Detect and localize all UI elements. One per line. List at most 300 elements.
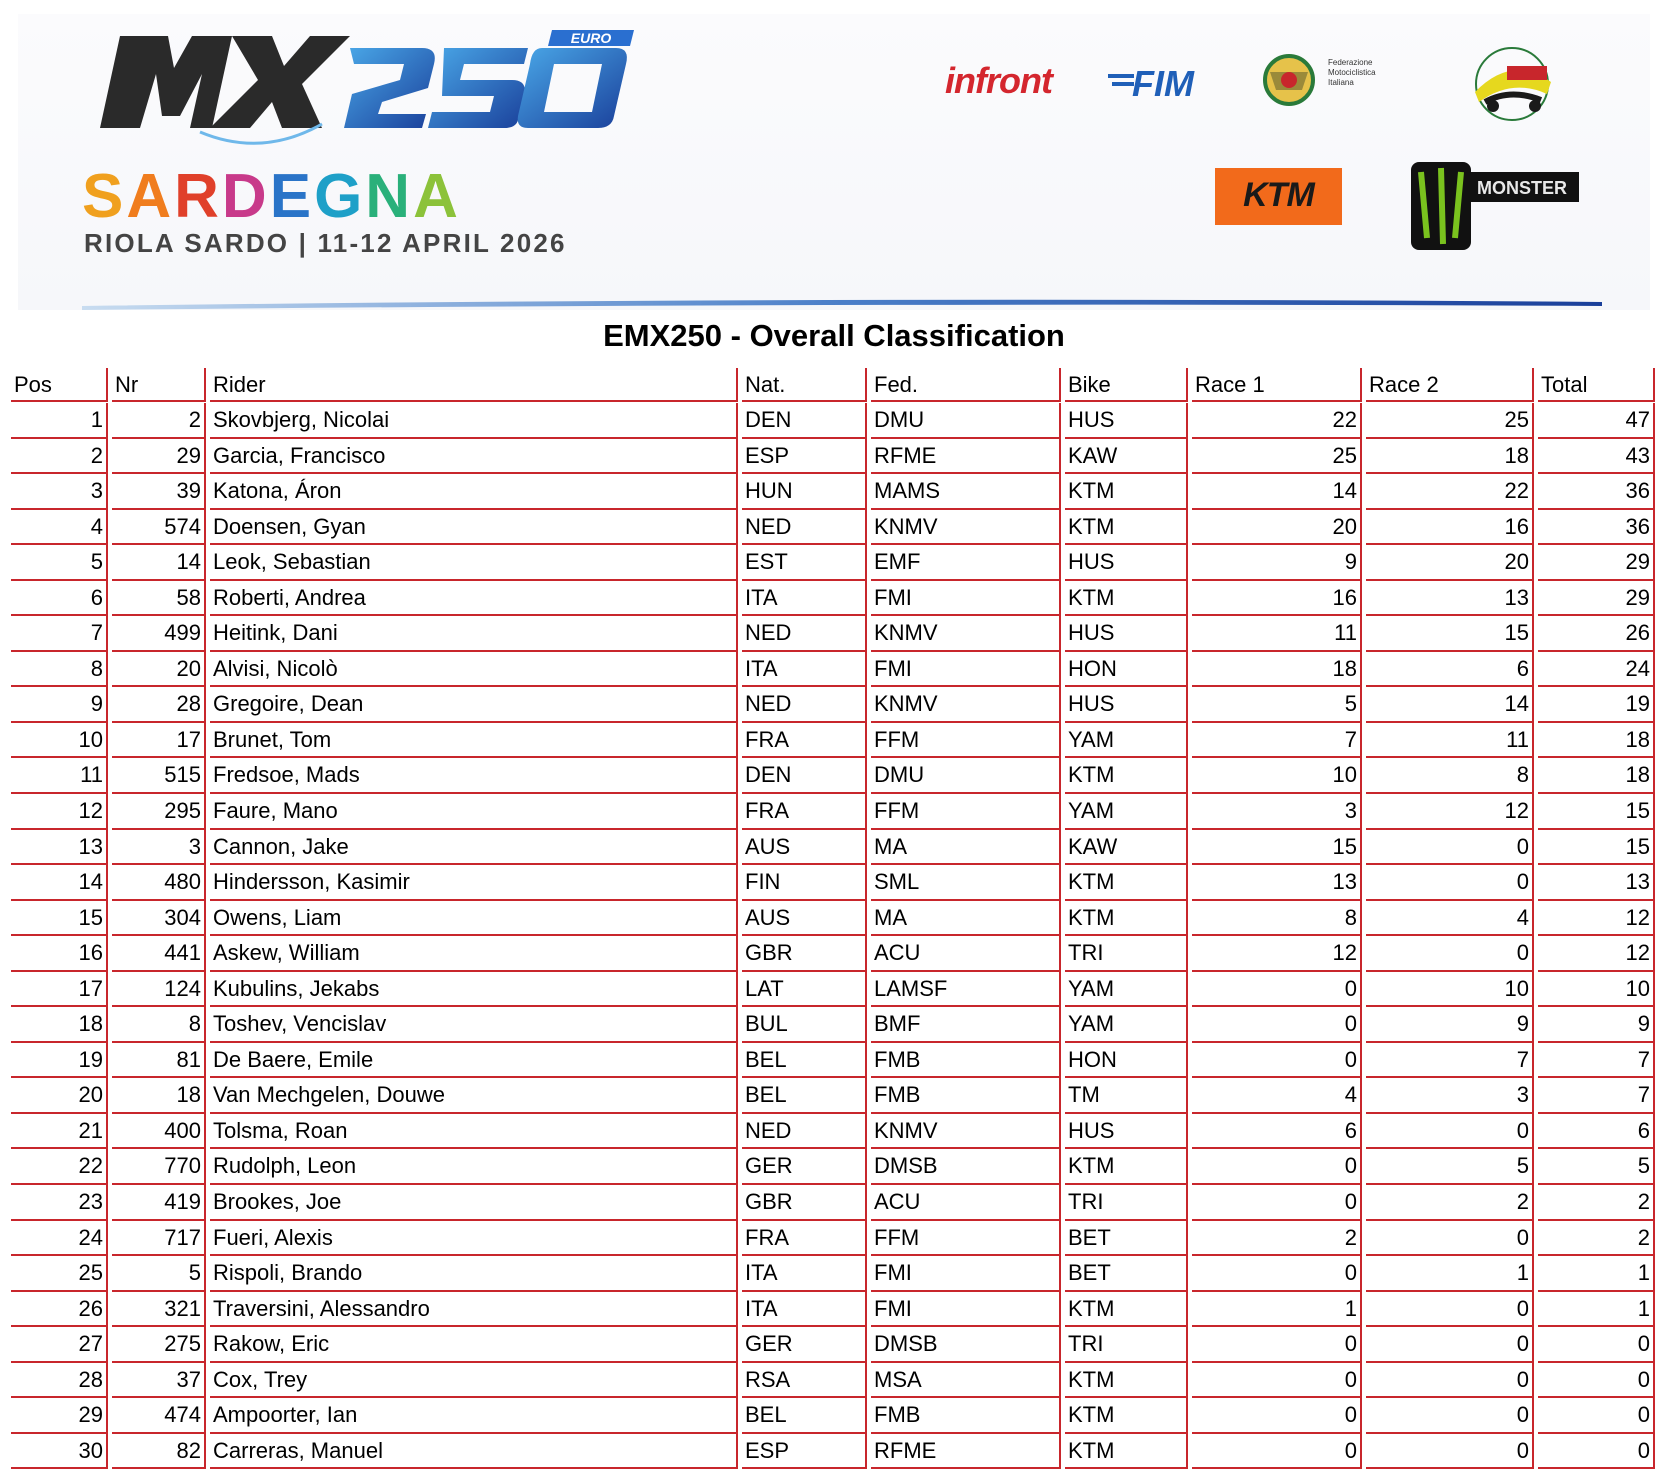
cell-rider: Gregoire, Dean [210,687,738,723]
cell-nr: 717 [112,1221,206,1257]
cell-nat: DEN [742,403,867,439]
cell-race1: 10 [1192,758,1362,794]
cell-race2: 6 [1366,652,1534,688]
cell-nr: 8 [112,1007,206,1043]
cell-rider: Cannon, Jake [210,830,738,866]
cell-nr: 400 [112,1114,206,1150]
table-row [0,1114,1668,1150]
cell-total: 26 [1538,616,1655,652]
cell-total: 29 [1538,545,1655,581]
cell-fed: FFM [871,723,1061,759]
cell-nr: 304 [112,901,206,937]
cell-nat: EST [742,545,867,581]
cell-total: 7 [1538,1078,1655,1114]
table-row [0,758,1668,794]
cell-bike: KTM [1065,901,1188,937]
cell-pos: 14 [11,865,108,901]
cell-total: 19 [1538,687,1655,723]
cell-total: 2 [1538,1221,1655,1257]
cell-total: 7 [1538,1043,1655,1079]
table-row [0,936,1668,972]
cell-race1: 8 [1192,901,1362,937]
cell-pos: 11 [11,758,108,794]
cell-race2: 1 [1366,1256,1534,1292]
cell-nr: 39 [112,474,206,510]
cell-pos: 21 [11,1114,108,1150]
cell-nr: 2 [112,403,206,439]
cell-bike: KTM [1065,1434,1188,1469]
cell-race1: 6 [1192,1114,1362,1150]
cell-total: 5 [1538,1149,1655,1185]
cell-nat: GER [742,1327,867,1363]
cell-race1: 7 [1192,723,1362,759]
cell-race2: 14 [1366,687,1534,723]
cell-race2: 0 [1366,830,1534,866]
cell-total: 0 [1538,1327,1655,1363]
cell-rider: Traversini, Alessandro [210,1292,738,1328]
column-header-bike: Bike [1065,368,1188,402]
cell-race1: 0 [1192,1434,1362,1469]
table-row [0,403,1668,439]
cell-race1: 11 [1192,616,1362,652]
cell-pos: 9 [11,687,108,723]
cell-total: 36 [1538,510,1655,546]
cell-race2: 22 [1366,474,1534,510]
cell-nr: 441 [112,936,206,972]
cell-race2: 2 [1366,1185,1534,1221]
cell-race1: 0 [1192,1149,1362,1185]
cell-rider: Ampoorter, Ian [210,1398,738,1434]
cell-race1: 0 [1192,972,1362,1008]
cell-nat: AUS [742,901,867,937]
cell-race2: 0 [1366,1434,1534,1469]
cell-race1: 0 [1192,1398,1362,1434]
table-row [0,1327,1668,1363]
cell-race1: 3 [1192,794,1362,830]
cell-fed: FMI [871,581,1061,617]
cell-race1: 15 [1192,830,1362,866]
cell-nat: NED [742,510,867,546]
cell-nr: 3 [112,830,206,866]
table-row [0,474,1668,510]
cell-rider: Van Mechgelen, Douwe [210,1078,738,1114]
cell-rider: Garcia, Francisco [210,439,738,475]
cell-bike: HUS [1065,1114,1188,1150]
cell-race1: 1 [1192,1292,1362,1328]
cell-nr: 419 [112,1185,206,1221]
cell-pos: 8 [11,652,108,688]
cell-race1: 0 [1192,1327,1362,1363]
cell-bike: KAW [1065,439,1188,475]
column-header-nr: Nr [112,368,206,402]
cell-bike: KTM [1065,474,1188,510]
cell-pos: 5 [11,545,108,581]
cell-pos: 10 [11,723,108,759]
cell-fed: MAMS [871,474,1061,510]
cell-total: 43 [1538,439,1655,475]
event-name-letter: D [221,162,270,231]
cell-fed: DMSB [871,1149,1061,1185]
event-name-letter: G [314,162,366,231]
cell-fed: FMB [871,1078,1061,1114]
event-name-letter: A [413,162,461,231]
cell-race2: 25 [1366,403,1534,439]
cell-total: 36 [1538,474,1655,510]
table-row [0,865,1668,901]
cell-total: 13 [1538,865,1655,901]
cell-total: 1 [1538,1256,1655,1292]
cell-race2: 0 [1366,865,1534,901]
cell-bike: TRI [1065,1185,1188,1221]
cell-race2: 0 [1366,936,1534,972]
column-header-rider: Rider [210,368,738,402]
cell-rider: Rispoli, Brando [210,1256,738,1292]
cell-fed: KNMV [871,687,1061,723]
cell-pos: 20 [11,1078,108,1114]
infront-logo: infront [945,60,1052,101]
cell-nat: NED [742,687,867,723]
cell-bike: TRI [1065,936,1188,972]
cell-rider: Fueri, Alexis [210,1221,738,1257]
cell-fed: KNMV [871,1114,1061,1150]
cell-total: 15 [1538,794,1655,830]
cell-rider: Cox, Trey [210,1363,738,1399]
cell-rider: Doensen, Gyan [210,510,738,546]
cell-race2: 16 [1366,510,1534,546]
cell-bike: KTM [1065,1398,1188,1434]
cell-nat: FRA [742,1221,867,1257]
cell-fed: DMSB [871,1327,1061,1363]
cell-race1: 2 [1192,1221,1362,1257]
table-row [0,545,1668,581]
cell-nr: 574 [112,510,206,546]
cell-fed: MA [871,901,1061,937]
table-row [0,794,1668,830]
cell-rider: Brookes, Joe [210,1185,738,1221]
cell-race1: 12 [1192,936,1362,972]
cell-nat: NED [742,1114,867,1150]
cell-fed: BMF [871,1007,1061,1043]
cell-bike: KTM [1065,865,1188,901]
fim-europe-logo [1108,58,1218,108]
cell-fed: ACU [871,936,1061,972]
cell-total: 9 [1538,1007,1655,1043]
cell-race2: 0 [1366,1398,1534,1434]
cell-nat: FIN [742,865,867,901]
cell-bike: KTM [1065,1363,1188,1399]
column-header-nat: Nat. [742,368,867,402]
cell-bike: HON [1065,652,1188,688]
cell-pos: 16 [11,936,108,972]
cell-race1: 14 [1192,474,1362,510]
cell-bike: HUS [1065,616,1188,652]
cell-nat: LAT [742,972,867,1008]
fmi-emblem-icon [1258,50,1320,110]
event-name-letter: A [126,162,175,231]
cell-race1: 0 [1192,1256,1362,1292]
cell-fed: KNMV [871,510,1061,546]
cell-total: 0 [1538,1398,1655,1434]
cell-total: 18 [1538,758,1655,794]
cell-bike: HUS [1065,687,1188,723]
cell-total: 12 [1538,901,1655,937]
cell-rider: Roberti, Andrea [210,581,738,617]
cell-nat: ITA [742,1292,867,1328]
table-row [0,901,1668,937]
cell-bike: BET [1065,1221,1188,1257]
cell-total: 2 [1538,1185,1655,1221]
cell-pos: 26 [11,1292,108,1328]
column-header-race1: Race 1 [1192,368,1362,402]
cell-nr: 275 [112,1327,206,1363]
cell-bike: KTM [1065,758,1188,794]
table-row [0,723,1668,759]
table-row [0,1398,1668,1434]
cell-pos: 27 [11,1327,108,1363]
cell-pos: 13 [11,830,108,866]
cell-race2: 0 [1366,1363,1534,1399]
cell-rider: Heitink, Dani [210,616,738,652]
cell-nat: ITA [742,652,867,688]
fim-text: FIM [1132,63,1194,104]
cell-rider: Rakow, Eric [210,1327,738,1363]
event-name-letter: N [365,162,414,231]
cell-pos: 22 [11,1149,108,1185]
cell-bike: HUS [1065,545,1188,581]
fmi-logo [1258,50,1393,110]
cell-pos: 2 [11,439,108,475]
table-row [0,1185,1668,1221]
cell-nat: BEL [742,1043,867,1079]
table-row [0,830,1668,866]
cell-fed: FMB [871,1398,1061,1434]
cell-rider: Kubulins, Jekabs [210,972,738,1008]
cell-bike: YAM [1065,972,1188,1008]
cell-pos: 30 [11,1434,108,1469]
cell-bike: KTM [1065,510,1188,546]
cell-fed: DMU [871,758,1061,794]
cell-fed: FFM [871,794,1061,830]
table-row [0,1256,1668,1292]
cell-rider: Fredsoe, Mads [210,758,738,794]
cell-rider: Carreras, Manuel [210,1434,738,1469]
column-header-total: Total [1538,368,1655,402]
cell-bike: YAM [1065,723,1188,759]
cell-bike: KTM [1065,581,1188,617]
cell-nat: NED [742,616,867,652]
cell-pos: 7 [11,616,108,652]
ktm-logo [1215,168,1342,225]
cell-total: 6 [1538,1114,1655,1150]
column-header-fed: Fed. [871,368,1061,402]
cell-rider: Alvisi, Nicolò [210,652,738,688]
cell-fed: LAMSF [871,972,1061,1008]
cell-rider: Owens, Liam [210,901,738,937]
cell-race2: 11 [1366,723,1534,759]
cell-nat: FRA [742,794,867,830]
cell-race1: 13 [1192,865,1362,901]
cell-race2: 8 [1366,758,1534,794]
cell-race2: 0 [1366,1292,1534,1328]
cell-nr: 515 [112,758,206,794]
cell-pos: 24 [11,1221,108,1257]
classification-table [0,403,1668,1469]
cell-nat: BUL [742,1007,867,1043]
cell-fed: FFM [871,1221,1061,1257]
table-row [0,1043,1668,1079]
cell-pos: 17 [11,972,108,1008]
cell-nat: RSA [742,1363,867,1399]
cell-race2: 3 [1366,1078,1534,1114]
cell-race1: 0 [1192,1185,1362,1221]
cell-race2: 20 [1366,545,1534,581]
cell-nat: HUN [742,474,867,510]
cell-total: 1 [1538,1292,1655,1328]
cell-fed: EMF [871,545,1061,581]
table-row [0,1078,1668,1114]
cell-pos: 6 [11,581,108,617]
column-header-pos: Pos [11,368,108,402]
cell-nr: 37 [112,1363,206,1399]
cell-total: 47 [1538,403,1655,439]
cell-nr: 474 [112,1398,206,1434]
cell-fed: KNMV [871,616,1061,652]
cell-fed: RFME [871,439,1061,475]
cell-nr: 14 [112,545,206,581]
cell-race2: 10 [1366,972,1534,1008]
cell-nat: GBR [742,936,867,972]
cell-race1: 9 [1192,545,1362,581]
cell-nat: ITA [742,1256,867,1292]
cell-race2: 13 [1366,581,1534,617]
cell-pos: 28 [11,1363,108,1399]
cell-race2: 18 [1366,439,1534,475]
cell-race1: 25 [1192,439,1362,475]
monster-text: MONSTER [1477,178,1567,198]
cell-nr: 28 [112,687,206,723]
monster-energy-logo [1405,158,1585,254]
table-row [0,439,1668,475]
cell-nr: 5 [112,1256,206,1292]
cell-nr: 29 [112,439,206,475]
cell-total: 10 [1538,972,1655,1008]
cell-nr: 18 [112,1078,206,1114]
event-name-letter: R [174,162,222,231]
cell-total: 0 [1538,1434,1655,1469]
cell-fed: MSA [871,1363,1061,1399]
cell-nr: 81 [112,1043,206,1079]
cell-pos: 12 [11,794,108,830]
cell-total: 18 [1538,723,1655,759]
cell-nat: AUS [742,830,867,866]
cell-rider: Askew, William [210,936,738,972]
table-row [0,510,1668,546]
table-row [0,1221,1668,1257]
cell-race1: 16 [1192,581,1362,617]
cell-fed: FMI [871,1292,1061,1328]
cell-fed: FMB [871,1043,1061,1079]
cell-race1: 0 [1192,1043,1362,1079]
cell-nat: FRA [742,723,867,759]
cell-pos: 15 [11,901,108,937]
cell-rider: Brunet, Tom [210,723,738,759]
cell-nr: 58 [112,581,206,617]
cell-pos: 23 [11,1185,108,1221]
event-details: RIOLA SARDO | 11-12 APRIL 2026 [84,228,567,258]
cell-fed: SML [871,865,1061,901]
cell-nr: 124 [112,972,206,1008]
cell-fed: RFME [871,1434,1061,1469]
cell-pos: 29 [11,1398,108,1434]
table-row [0,1007,1668,1043]
cell-total: 29 [1538,581,1655,617]
cell-nat: GER [742,1149,867,1185]
cell-pos: 25 [11,1256,108,1292]
cell-nr: 82 [112,1434,206,1469]
cell-bike: YAM [1065,1007,1188,1043]
cell-bike: BET [1065,1256,1188,1292]
cell-total: 12 [1538,936,1655,972]
cell-bike: YAM [1065,794,1188,830]
cell-rider: Tolsma, Roan [210,1114,738,1150]
cell-pos: 3 [11,474,108,510]
cell-fed: MA [871,830,1061,866]
motoschool-logo [1455,44,1570,122]
cell-race1: 4 [1192,1078,1362,1114]
cell-race1: 0 [1192,1363,1362,1399]
cell-rider: Rudolph, Leon [210,1149,738,1185]
cell-race2: 5 [1366,1149,1534,1185]
cell-race1: 0 [1192,1007,1362,1043]
cell-race2: 15 [1366,616,1534,652]
cell-rider: Hindersson, Kasimir [210,865,738,901]
cell-race2: 0 [1366,1114,1534,1150]
cell-race1: 22 [1192,403,1362,439]
event-name-letter: S [82,162,127,231]
table-row [0,581,1668,617]
cell-nat: DEN [742,758,867,794]
cell-nat: ESP [742,1434,867,1469]
cell-total: 15 [1538,830,1655,866]
cell-race1: 20 [1192,510,1362,546]
cell-bike: TM [1065,1078,1188,1114]
cell-bike: KTM [1065,1149,1188,1185]
cell-race1: 5 [1192,687,1362,723]
table-row [0,972,1668,1008]
cell-rider: Skovbjerg, Nicolai [210,403,738,439]
cell-nr: 321 [112,1292,206,1328]
euro-tag: EURO [570,30,612,46]
cell-race2: 4 [1366,901,1534,937]
cell-pos: 19 [11,1043,108,1079]
cell-pos: 1 [11,403,108,439]
cell-nr: 480 [112,865,206,901]
table-row [0,687,1668,723]
cell-fed: DMU [871,403,1061,439]
cell-nr: 499 [112,616,206,652]
cell-nat: ESP [742,439,867,475]
fmi-text: Federazione Motociclistica Italiana [1328,58,1376,87]
table-row [0,1149,1668,1185]
cell-rider: De Baere, Emile [210,1043,738,1079]
cell-pos: 18 [11,1007,108,1043]
cell-bike: HON [1065,1043,1188,1079]
cell-bike: KTM [1065,1292,1188,1328]
mx250-euro-logo [82,28,637,163]
cell-rider: Faure, Mano [210,794,738,830]
event-name [82,162,461,232]
page-title: EMX250 - Overall Classification [603,318,1065,353]
